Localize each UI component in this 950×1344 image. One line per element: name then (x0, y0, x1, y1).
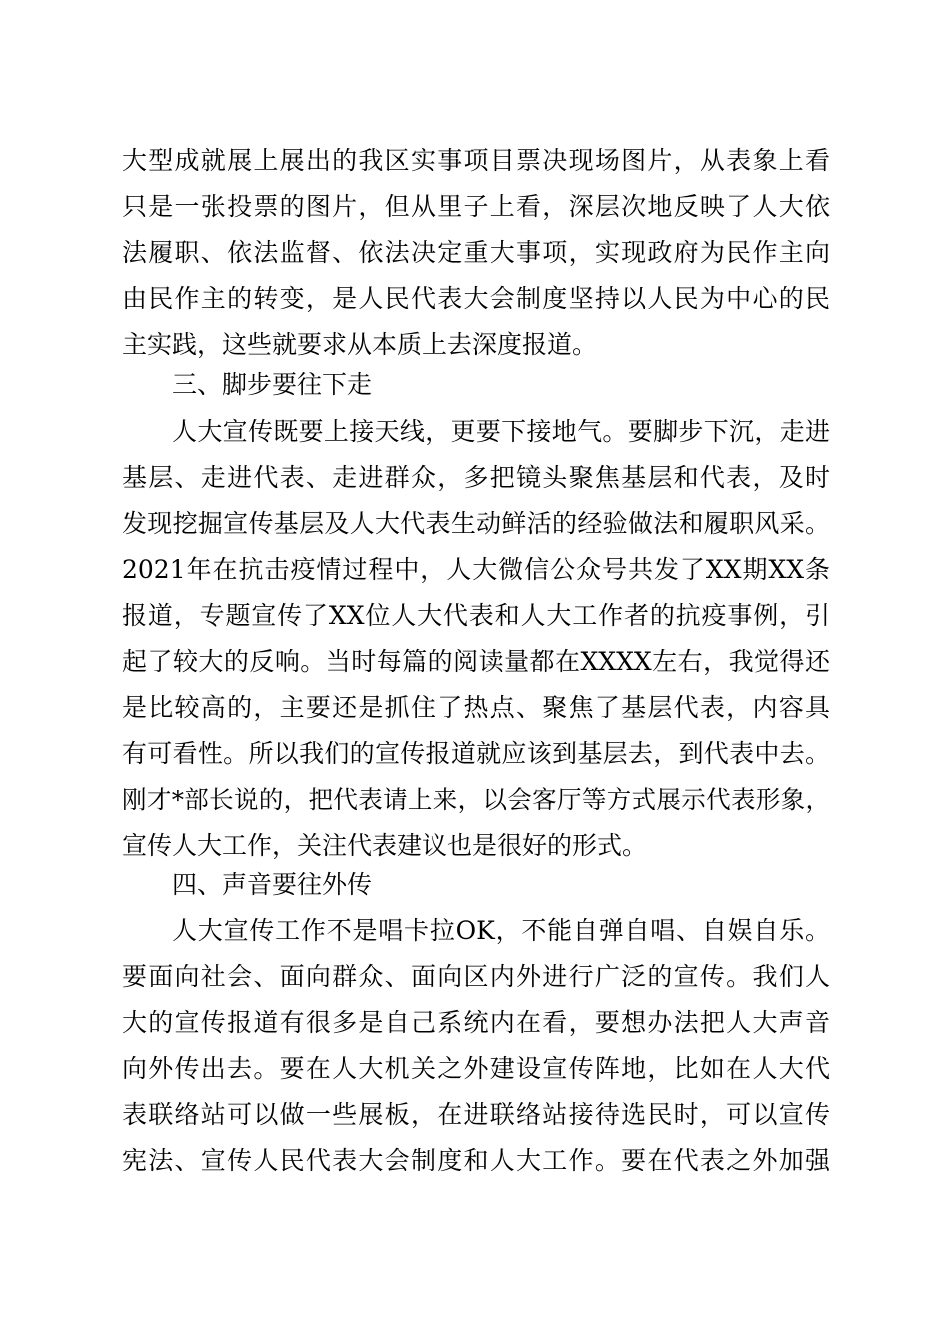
text-line: 是比较高的，主要还是抓住了热点、聚焦了基层代表，内容具 (122, 693, 830, 722)
text-line: 人大宣传既要上接天线，更要下接地气。要脚步下沉，走进 (172, 417, 830, 446)
text-line: 只是一张投票的图片，但从里子上看，深层次地反映了人大依 (122, 192, 830, 221)
text-line: 要面向社会、面向群众、面向区内外进行广泛的宣传。我们人 (122, 962, 830, 991)
text-line: 人大宣传工作不是唱卡拉OK，不能自弹自唱、自娱自乐。 (172, 916, 830, 945)
section-heading-3: 三、脚步要往下走 (172, 370, 373, 399)
text-line: 发现挖掘宣传基层及人大代表生动鲜活的经验做法和履职风采。 (122, 509, 830, 538)
text-line: 基层、走进代表、走进群众，多把镜头聚焦基层和代表，及时 (122, 463, 830, 492)
text-line: 2021年在抗击疫情过程中，人大微信公众号共发了XX期XX条 (122, 555, 830, 584)
text-line: 主实践，这些就要求从本质上去深度报道。 (122, 330, 598, 359)
text-line: 表联络站可以做一些展板，在进联络站接待选民时，可以宣传 (122, 1100, 830, 1129)
text-line: 大型成就展上展出的我区实事项目票决现场图片，从表象上看 (122, 146, 830, 175)
text-line: 报道，专题宣传了XX位人大代表和人大工作者的抗疫事例，引 (122, 601, 830, 630)
text-line: 由民作主的转变，是人民代表大会制度坚持以人民为中心的民 (122, 284, 830, 313)
text-line: 法履职、依法监督、依法决定重大事项，实现政府为民作主向 (122, 238, 830, 267)
text-line: 刚才*部长说的，把代表请上来，以会客厅等方式展示代表形象， (122, 785, 830, 814)
text-line: 有可看性。所以我们的宣传报道就应该到基层去，到代表中去。 (122, 739, 830, 768)
section-heading-4: 四、声音要往外传 (172, 870, 373, 899)
text-line: 宪法、宣传人民代表大会制度和人大工作。要在代表之外加强 (122, 1146, 830, 1175)
text-line: 起了较大的反响。当时每篇的阅读量都在XXXX左右，我觉得还 (122, 647, 830, 676)
text-line: 宣传人大工作，关注代表建议也是很好的形式。 (122, 831, 648, 860)
text-line: 大的宣传报道有很多是自己系统内在看，要想办法把人大声音 (122, 1008, 830, 1037)
text-line: 向外传出去。要在人大机关之外建设宣传阵地，比如在人大代 (122, 1054, 830, 1083)
